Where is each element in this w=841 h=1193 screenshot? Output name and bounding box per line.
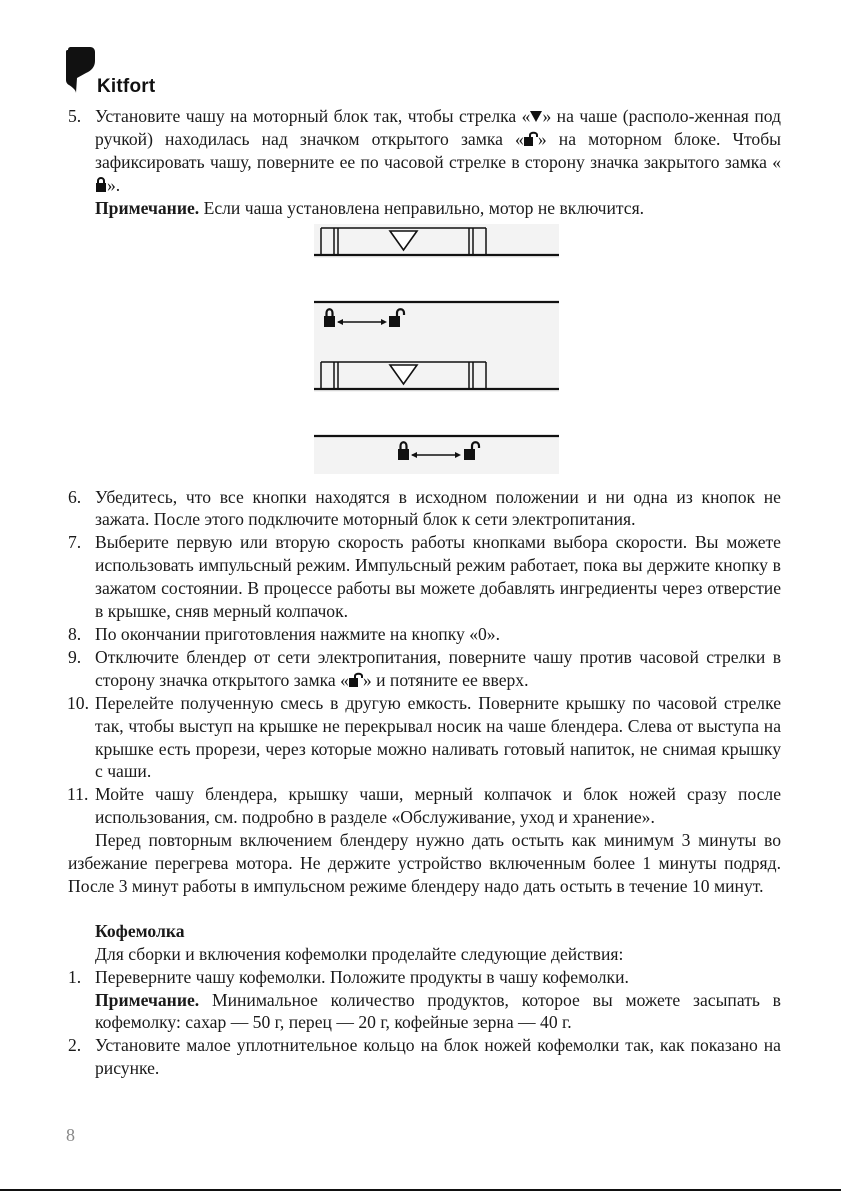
section-intro: Для сборки и включения кофемолки проделайте следующие действия: <box>95 943 624 964</box>
note-text: Минимальное количество продуктов, которое вы можете засыпать в кофемолку: сахар — 50 г, перец — 20 г, кофейные зерна — 40 г. <box>95 989 781 1033</box>
list-number: 9. <box>68 646 82 667</box>
section-gap <box>68 898 781 920</box>
list-item <box>68 966 781 989</box>
page-number: 8 <box>66 1125 75 1145</box>
step-text: » и потяните ее вверх. <box>362 669 529 690</box>
page-bottom-rule <box>0 1189 841 1191</box>
step-text: Перелейте полученную смесь в другую емкость. Поверните крышку по часовой стрелке так, чтобы выступ на крышке не перекрывал носик на чаше блендера. Слева от выступа на крышке есть прорези, через которые можно наливать готовый напиток, не снимая крышку с чаши. <box>95 692 781 782</box>
warning-paragraph: Перед повторным включением блендеру нужно дать остыть как минимум 3 минуты во избежание перегрева мотора. Не держите устройство включенным более 1 минуты подряд. После 3 минут работы в импульсном режиме блендеру надо дать остыть в течение 10 минут. <box>68 830 781 896</box>
note <box>68 197 781 220</box>
step-text: » на моторном блоке. Чтобы зафиксировать чашу, поверните ее по часовой стрелке в сторону значка закрытого замка « <box>95 128 781 172</box>
logo-mark-icon <box>66 47 96 93</box>
lock-closed-icon <box>95 177 107 192</box>
step-text: » на чаше (располо-женная под ручкой) находилась над значком открытого замка « <box>95 106 781 149</box>
step-text: Мойте чашу блендера, крышку чаши, мерный колпачок и блок ножей сразу после использования, см. подробно в разделе «Обслуживание, уход и хранение». <box>95 784 781 828</box>
step-text: Выберите первую или вторую скорость работы кнопками выбора скорости. Вы можете использовать импульсный режим. Импульсный режим работает, пока вы держите кнопку в зажатом состоянии. В процессе работы вы можете добавлять ингредиенты через отверстие в крышке, сняв мерный колпачок. <box>95 532 781 622</box>
note <box>68 989 781 1035</box>
list-number: 7. <box>68 532 82 553</box>
step-text: Отключите блендер от сети электропитания, поверните чашу против часовой стрелки в сторону значка открытого замка « <box>95 646 781 690</box>
section-title: Кофемолка <box>95 920 185 941</box>
list-number: 2. <box>68 1035 82 1056</box>
lock-alignment-diagram <box>314 224 559 474</box>
list-item <box>68 692 781 784</box>
list-item <box>68 105 781 197</box>
lock-open-icon <box>524 131 538 146</box>
page-content <box>68 105 781 1080</box>
step-text: Убедитесь, что все кнопки находятся в исходном положении и ни одна из кнопок не зажата. После этого подключите моторный блок к сети электропитания. <box>95 486 781 530</box>
brand-logo <box>66 47 226 97</box>
list-number: 1. <box>68 966 82 987</box>
list-number: 5. <box>68 106 82 126</box>
list-item <box>68 623 781 646</box>
step-text: Переверните чашу кофемолки. Положите продукты в чашу кофемолки. <box>95 966 629 987</box>
list-item <box>68 783 781 829</box>
brand-name: Kitfort <box>97 76 156 97</box>
step-text: Установите малое уплотнительное кольцо на блок ножей кофемолки так, как показано на рисунке. <box>95 1035 781 1079</box>
list-number: 6. <box>68 486 82 507</box>
list-number: 8. <box>68 623 82 644</box>
list-number: 10. <box>67 692 89 713</box>
note-label: Примечание. <box>95 989 200 1010</box>
list-item <box>68 531 781 623</box>
down-triangle-icon <box>530 110 542 123</box>
list-item <box>68 646 781 692</box>
list-item <box>68 1034 781 1080</box>
bowl-lock-diagram <box>68 224 781 476</box>
step-text: По окончании приготовления нажмите на кнопку «0». <box>95 623 500 644</box>
lock-open-icon <box>349 672 363 687</box>
list-number: 11. <box>67 784 89 805</box>
step-text: Установите чашу на моторный блок так, чтобы стрелка « <box>95 106 531 126</box>
list-item <box>68 486 781 532</box>
note-text: Если чаша установлена неправильно, мотор не включится. <box>199 197 645 218</box>
step-text: ». <box>107 174 121 195</box>
note-label: Примечание. <box>95 197 200 218</box>
